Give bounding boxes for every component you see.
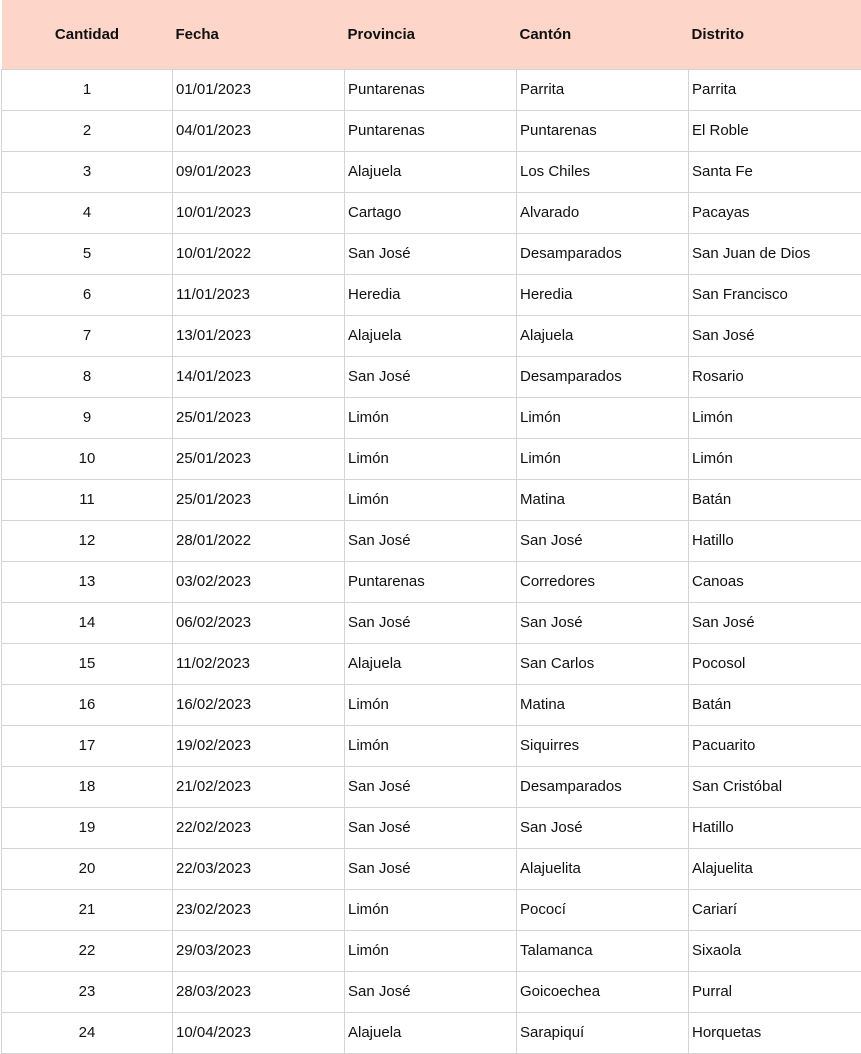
cell-distrito[interactable]: El Roble (689, 110, 861, 151)
table-row (2, 766, 861, 807)
table-row (2, 192, 861, 233)
cell-provincia[interactable]: Alajuela (345, 151, 517, 192)
cell-fecha[interactable]: 28/01/2022 (173, 520, 345, 561)
table-row (2, 561, 861, 602)
cell-canton[interactable]: Sarapiquí (517, 1012, 689, 1053)
cell-canton[interactable]: Desamparados (517, 233, 689, 274)
table-row (2, 807, 861, 848)
cell-canton[interactable]: Goicoechea (517, 971, 689, 1012)
table-row (2, 151, 861, 192)
cell-canton[interactable]: Matina (517, 684, 689, 725)
cell-canton[interactable]: San Carlos (517, 643, 689, 684)
cell-cantidad[interactable]: 9 (2, 397, 173, 438)
table-row (2, 889, 861, 930)
cell-distrito[interactable]: Cariarí (689, 889, 861, 930)
table-row (2, 69, 861, 110)
cell-provincia[interactable]: Alajuela (345, 643, 517, 684)
cell-fecha[interactable]: 06/02/2023 (173, 602, 345, 643)
cell-provincia[interactable]: Puntarenas (345, 561, 517, 602)
cell-distrito[interactable]: Hatillo (689, 807, 861, 848)
cell-cantidad[interactable]: 2 (2, 110, 173, 151)
header-provincia[interactable]: Provincia (347, 25, 416, 43)
cell-canton[interactable]: Alajuelita (517, 848, 689, 889)
cell-distrito[interactable]: San José (689, 315, 861, 356)
cell-distrito[interactable]: San José (689, 602, 861, 643)
cell-canton[interactable]: Alvarado (517, 192, 689, 233)
cell-cantidad[interactable]: 11 (2, 479, 173, 520)
cell-fecha[interactable]: 21/02/2023 (173, 766, 345, 807)
header-row (2, 0, 861, 69)
cell-fecha[interactable]: 25/01/2023 (173, 397, 345, 438)
table-body (2, 69, 861, 1053)
cell-cantidad[interactable]: 23 (2, 971, 173, 1012)
table-row (2, 356, 861, 397)
cell-canton[interactable]: Corredores (517, 561, 689, 602)
cell-cantidad[interactable]: 7 (2, 315, 173, 356)
header-cantidad[interactable]: Cantidad (54, 25, 120, 43)
header-fecha[interactable]: Fecha (175, 25, 219, 43)
cell-distrito[interactable]: Pocosol (689, 643, 861, 684)
cell-cantidad[interactable]: 4 (2, 192, 173, 233)
cell-canton[interactable]: Parrita (517, 69, 689, 110)
cell-fecha[interactable]: 10/01/2023 (173, 192, 345, 233)
cell-fecha[interactable]: 01/01/2023 (173, 69, 345, 110)
cell-distrito[interactable]: Batán (689, 479, 861, 520)
cell-canton[interactable]: San José (517, 520, 689, 561)
cell-fecha[interactable]: 28/03/2023 (173, 971, 345, 1012)
cell-cantidad[interactable]: 14 (2, 602, 173, 643)
table-row (2, 274, 861, 315)
cell-distrito[interactable]: Pacayas (689, 192, 861, 233)
table-row (2, 930, 861, 971)
cell-provincia[interactable]: Limón (345, 684, 517, 725)
cell-canton[interactable]: Limón (517, 397, 689, 438)
table-row (2, 643, 861, 684)
cell-fecha[interactable]: 29/03/2023 (173, 930, 345, 971)
cell-cantidad[interactable]: 15 (2, 643, 173, 684)
cell-fecha[interactable]: 03/02/2023 (173, 561, 345, 602)
cell-cantidad[interactable]: 17 (2, 725, 173, 766)
cell-cantidad[interactable]: 8 (2, 356, 173, 397)
cell-canton[interactable]: Talamanca (517, 930, 689, 971)
cell-canton[interactable]: San José (517, 602, 689, 643)
cell-provincia[interactable]: San José (345, 233, 517, 274)
cell-canton[interactable]: Desamparados (517, 356, 689, 397)
cell-fecha[interactable]: 16/02/2023 (173, 684, 345, 725)
cell-fecha[interactable]: 14/01/2023 (173, 356, 345, 397)
cell-provincia[interactable]: San José (345, 971, 517, 1012)
cell-provincia[interactable]: Puntarenas (345, 110, 517, 151)
cell-fecha[interactable]: 10/04/2023 (173, 1012, 345, 1053)
header-canton[interactable]: Cantón (519, 25, 572, 43)
cell-canton[interactable]: Siquirres (517, 725, 689, 766)
table-row (2, 397, 861, 438)
cell-distrito[interactable]: Limón (689, 397, 861, 438)
cell-distrito[interactable]: Batán (689, 684, 861, 725)
cell-fecha[interactable]: 23/02/2023 (173, 889, 345, 930)
cell-provincia[interactable]: Alajuela (345, 1012, 517, 1053)
cell-distrito[interactable]: Rosario (689, 356, 861, 397)
cell-provincia[interactable]: San José (345, 520, 517, 561)
cell-cantidad[interactable]: 13 (2, 561, 173, 602)
cell-canton[interactable]: Limón (517, 438, 689, 479)
table-row (2, 438, 861, 479)
table-row (2, 233, 861, 274)
cell-provincia[interactable]: Limón (345, 930, 517, 971)
table-row (2, 684, 861, 725)
cell-fecha[interactable]: 19/02/2023 (173, 725, 345, 766)
cell-fecha[interactable]: 10/01/2022 (173, 233, 345, 274)
cell-distrito[interactable]: Horquetas (689, 1012, 861, 1053)
cell-fecha[interactable]: 22/03/2023 (173, 848, 345, 889)
cell-fecha[interactable]: 25/01/2023 (173, 479, 345, 520)
cell-provincia[interactable]: Limón (345, 889, 517, 930)
table-row (2, 1012, 861, 1053)
cell-distrito[interactable]: Alajuelita (689, 848, 861, 889)
cell-cantidad[interactable]: 20 (2, 848, 173, 889)
cell-cantidad[interactable]: 19 (2, 807, 173, 848)
cell-canton[interactable]: San José (517, 807, 689, 848)
table-row (2, 110, 861, 151)
cell-cantidad[interactable]: 6 (2, 274, 173, 315)
table-row (2, 848, 861, 889)
cell-canton[interactable]: Desamparados (517, 766, 689, 807)
cell-fecha[interactable]: 11/02/2023 (173, 643, 345, 684)
cell-distrito[interactable]: Santa Fe (689, 151, 861, 192)
cell-fecha[interactable]: 09/01/2023 (173, 151, 345, 192)
cell-canton[interactable]: Matina (517, 479, 689, 520)
table-row (2, 971, 861, 1012)
header-distrito[interactable]: Distrito (691, 25, 744, 43)
cell-provincia[interactable]: San José (345, 602, 517, 643)
cell-cantidad[interactable]: 22 (2, 930, 173, 971)
cell-provincia[interactable]: Heredia (345, 274, 517, 315)
data-table (1, 0, 861, 1054)
cell-provincia[interactable]: San José (345, 807, 517, 848)
cell-fecha[interactable]: 22/02/2023 (173, 807, 345, 848)
cell-distrito[interactable]: San Francisco (689, 274, 861, 315)
cell-provincia[interactable]: Limón (345, 725, 517, 766)
cell-provincia[interactable]: San José (345, 766, 517, 807)
cell-cantidad[interactable]: 12 (2, 520, 173, 561)
cell-distrito[interactable]: Canoas (689, 561, 861, 602)
table-row (2, 602, 861, 643)
table-row (2, 479, 861, 520)
cell-cantidad[interactable]: 24 (2, 1012, 173, 1053)
cell-distrito[interactable]: Pacuarito (689, 725, 861, 766)
cell-cantidad[interactable]: 21 (2, 889, 173, 930)
cell-canton[interactable]: Los Chiles (517, 151, 689, 192)
cell-provincia[interactable]: Cartago (345, 192, 517, 233)
cell-cantidad[interactable]: 10 (2, 438, 173, 479)
cell-provincia[interactable]: San José (345, 356, 517, 397)
cell-cantidad[interactable]: 1 (2, 69, 173, 110)
cell-cantidad[interactable]: 5 (2, 233, 173, 274)
table-header (2, 0, 861, 69)
table-row (2, 725, 861, 766)
table-row (2, 520, 861, 561)
cell-distrito[interactable]: Purral (689, 971, 861, 1012)
cell-distrito[interactable]: Sixaola (689, 930, 861, 971)
cell-distrito[interactable]: Limón (689, 438, 861, 479)
cell-fecha[interactable]: 04/01/2023 (173, 110, 345, 151)
cell-provincia[interactable]: Limón (345, 479, 517, 520)
cell-canton[interactable]: Alajuela (517, 315, 689, 356)
cell-provincia[interactable]: Limón (345, 397, 517, 438)
cell-distrito[interactable]: Parrita (689, 69, 861, 110)
cell-cantidad[interactable]: 16 (2, 684, 173, 725)
cell-fecha[interactable]: 13/01/2023 (173, 315, 345, 356)
cell-cantidad[interactable]: 18 (2, 766, 173, 807)
cell-canton[interactable]: Puntarenas (517, 110, 689, 151)
cell-distrito[interactable]: Hatillo (689, 520, 861, 561)
cell-provincia[interactable]: Alajuela (345, 315, 517, 356)
cell-canton[interactable]: Pococí (517, 889, 689, 930)
cell-provincia[interactable]: Limón (345, 438, 517, 479)
cell-fecha[interactable]: 11/01/2023 (173, 274, 345, 315)
table-row (2, 315, 861, 356)
cell-provincia[interactable]: Puntarenas (345, 69, 517, 110)
cell-provincia[interactable]: San José (345, 848, 517, 889)
cell-canton[interactable]: Heredia (517, 274, 689, 315)
cell-distrito[interactable]: San Juan de Dios (689, 233, 861, 274)
cell-fecha[interactable]: 25/01/2023 (173, 438, 345, 479)
cell-cantidad[interactable]: 3 (2, 151, 173, 192)
cell-distrito[interactable]: San Cristóbal (689, 766, 861, 807)
